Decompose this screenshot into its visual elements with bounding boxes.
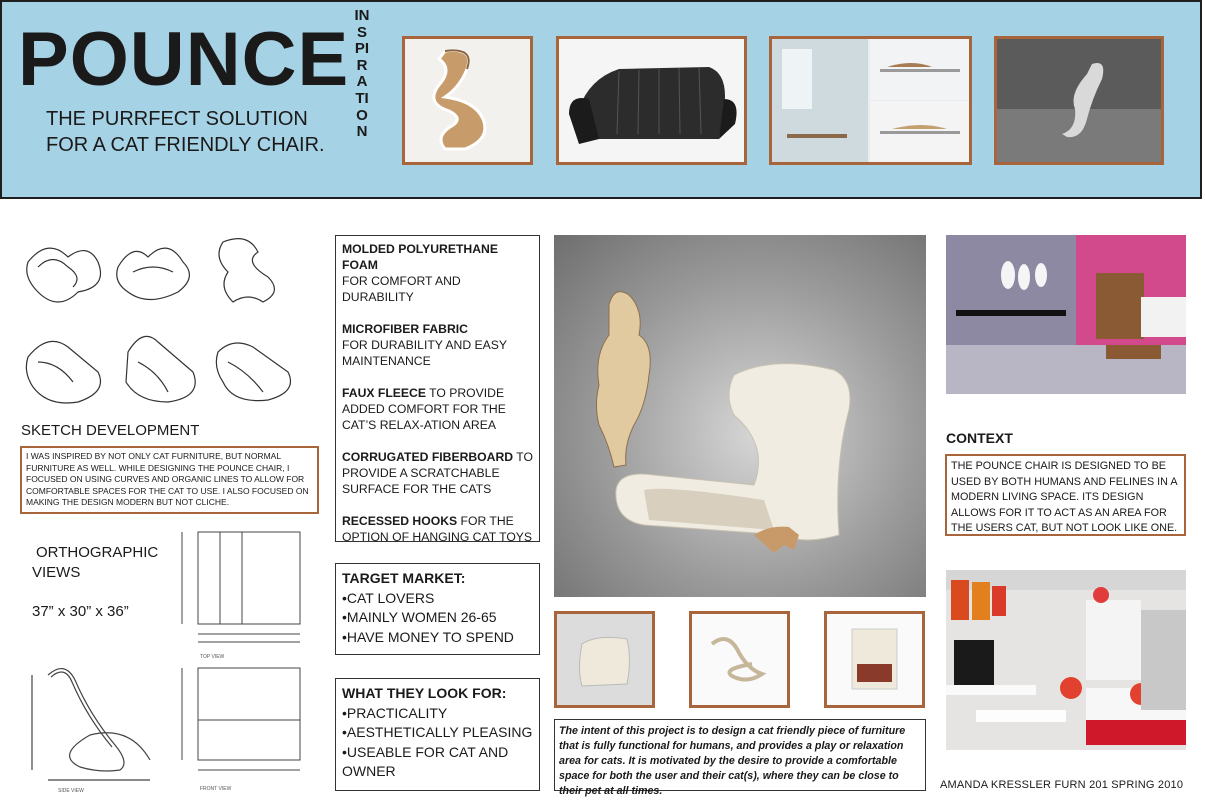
inspiration-image-curved-chair — [994, 36, 1164, 165]
material-purpose: TO PROVIDE A SCRATCHABLE SURFACE FOR THE CATS — [342, 450, 533, 496]
context-heading: CONTEXT — [946, 430, 1013, 446]
material-purpose: FOR THE OPTION OF HANGING CAT TOYS — [342, 514, 533, 544]
side-view-label: SIDE VIEW — [58, 788, 84, 794]
orthographic-heading-line1: ORTHOGRAPHIC — [36, 544, 159, 561]
inspiration-image-wiggle-chair — [402, 36, 533, 165]
inspiration-image-cat-shelves — [769, 36, 972, 165]
context-image-living-room — [946, 570, 1186, 750]
material-item — [342, 321, 533, 369]
looking-for-item: •PRACTICALITY — [342, 704, 448, 721]
poster-title: POUNCE — [18, 17, 350, 102]
material-name: CORRUGATED FIBERBOARD — [342, 450, 514, 464]
thumbnail-top-view — [824, 611, 925, 708]
target-market-heading: TARGET MARKET: — [342, 570, 466, 586]
material-item — [342, 241, 533, 305]
material-name: MOLDED POLYURETHANE FOAM — [342, 242, 498, 272]
looking-for-item: •AESTHETICALLY PLEASING — [342, 724, 533, 740]
material-purpose: FOR COMFORT AND DURABILITY — [342, 274, 461, 304]
orthographic-dimensions: 37” x 30” x 36” — [32, 603, 129, 620]
front-view-label: FRONT VIEW — [200, 786, 232, 792]
sketch-description: I WAS INSPIRED BY NOT ONLY CAT FURNITURE, BUT NORMAL FURNITURE AS WELL. WHILE DESIGNING THE POUNCE CHAIR, I FOCUSED ON USING CURVES AND ORGANIC LINES TO ALLOW FOR COMFORTABLE SPACES FOR THE CAT TO USE. I ALSO FOCUSED ON MAKING THE DESIGN MODERN BUT NOT CLICHE. — [20, 446, 319, 514]
side-view-drawing — [20, 655, 160, 794]
material-item — [342, 385, 533, 433]
front-view-drawing — [170, 662, 310, 792]
sketch-heading: SKETCH DEVELOPMENT — [21, 422, 200, 439]
main-chair-render — [554, 235, 926, 597]
material-purpose: TO PROVIDE ADDED COMFORT FOR THE CAT’S RELAX-ATION AREA — [342, 386, 506, 432]
material-name: RECESSED HOOKS — [342, 514, 458, 528]
target-market-item: •CAT LOVERS — [342, 589, 435, 606]
looking-for-item: •USEABLE FOR CAT AND OWNER — [342, 743, 509, 779]
project-intent: The intent of this project is to design a cat friendly piece of furniture that is fully functional for humans, and provides a play or relaxation area for cats. It is motivated by the desire to provide a comfortable space for both the user and their cat(s), where they can be close to their pet at all times. — [554, 719, 926, 791]
context-image-dining — [946, 235, 1186, 394]
material-name: FAUX FLEECE — [342, 386, 426, 400]
top-view-label: TOP VIEW — [200, 654, 225, 660]
author-credit: AMANDA KRESSLER FURN 201 SPRING 2010 — [940, 779, 1184, 791]
target-market-item: •HAVE MONEY TO SPEND — [342, 628, 514, 645]
thumbnail-side-view — [689, 611, 790, 708]
orthographic-heading-line2: VIEWS — [32, 564, 81, 581]
context-description: THE POUNCE CHAIR IS DESIGNED TO BE USED BY BOTH HUMANS AND FELINES IN A MODERN LIVING SPACE. ITS DESIGN ALLOWS FOR IT TO ACT AS AN AREA FOR THE USERS CAT, BUT NOT LOOK LIKE ONE. — [945, 454, 1186, 536]
thumbnail-front-view — [554, 611, 655, 708]
material-purpose: FOR DURABILITY AND EASY MAINTENANCE — [342, 338, 507, 368]
material-item — [342, 449, 533, 497]
material-name: MICROFIBER FABRIC — [342, 322, 468, 336]
top-view-drawing — [170, 528, 310, 663]
target-market-box — [335, 563, 540, 655]
looking-for-box — [335, 678, 540, 791]
looking-for-heading: WHAT THEY LOOK FOR: — [342, 685, 507, 701]
poster-subtitle: THE PURRFECT SOLUTION FOR A CAT FRIENDLY CHAIR. — [46, 108, 325, 156]
inspiration-label: INSPIRATION — [354, 7, 370, 141]
materials-box — [335, 235, 540, 542]
inspiration-image-black-sofa — [556, 36, 747, 165]
sketch-grid — [18, 232, 308, 422]
material-item — [342, 513, 533, 545]
target-market-item: •MAINLY WOMEN 26-65 — [342, 609, 497, 625]
